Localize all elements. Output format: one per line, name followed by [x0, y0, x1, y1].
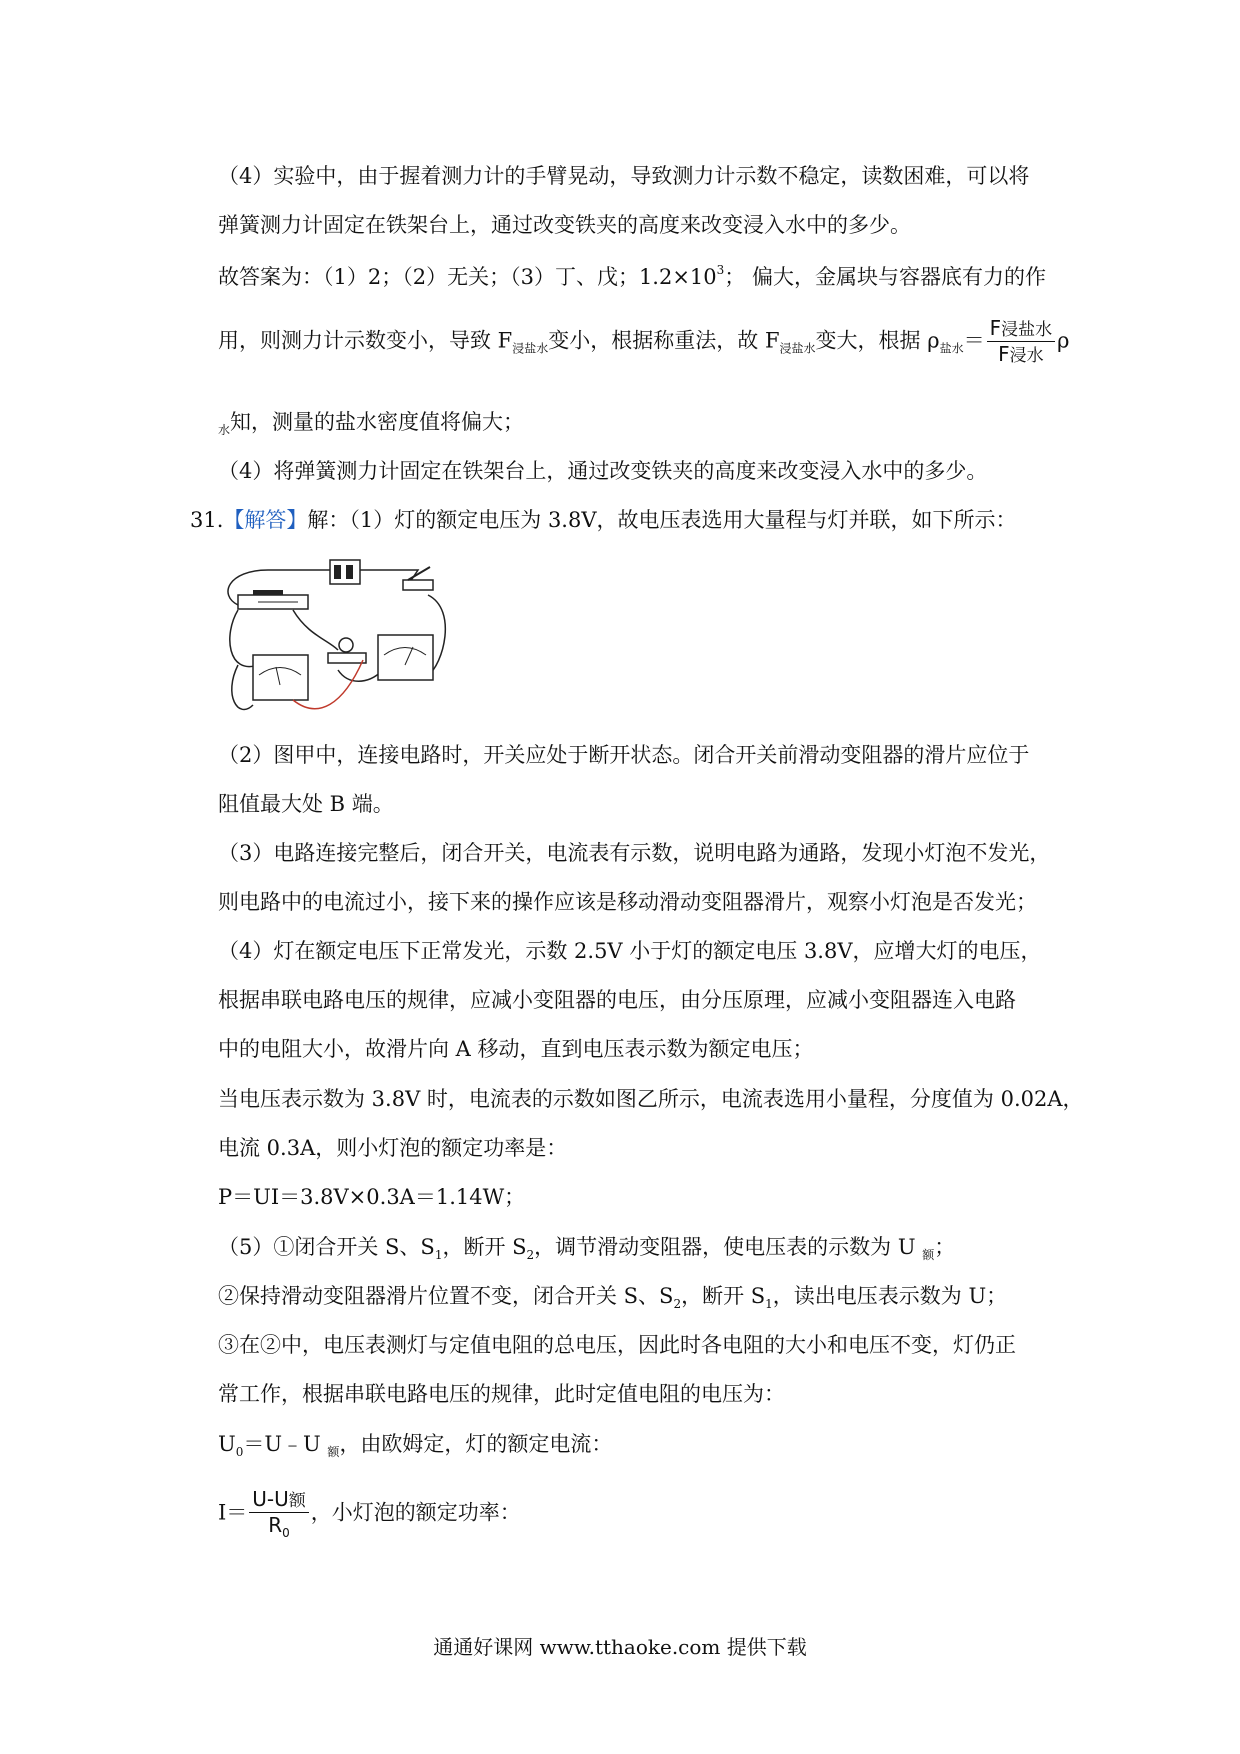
text-line-formula: [218, 316, 1069, 368]
text: ，读出电压表示数为 U；: [772, 1284, 1008, 1308]
subscript: 盐水: [939, 341, 964, 356]
answer-tag: 【解答】: [223, 508, 308, 532]
fraction-denominator: [987, 342, 1056, 367]
question-number: 31.: [190, 508, 224, 532]
text: I＝: [218, 1500, 248, 1525]
subscript: 2: [673, 1297, 682, 1311]
text-line: （3）电路连接完整后，闭合开关，电流表有示数，说明电路为通路，发现小灯泡不发光，: [218, 841, 1051, 865]
denominator-subscript: 0: [282, 1526, 290, 1541]
text: ，断开 S: [442, 1235, 527, 1259]
denominator-subscript: 浸水: [1009, 346, 1044, 367]
subscript: 0: [235, 1445, 244, 1459]
text-line: 当电压表示数为 3.8V 时，电流表的示数如图乙所示，电流表选用小量程，分度值为 0.02A，: [218, 1087, 1084, 1111]
subscript: 1: [434, 1248, 443, 1262]
text-line: [218, 1235, 955, 1262]
text-line: 根据串联电路电压的规律，应减小变阻器的电压，由分压原理，应减小变阻器连入电路: [218, 988, 1016, 1012]
text-line: 弹簧测力计固定在铁架台上，通过改变铁夹的高度来改变浸入水中的多少。: [218, 213, 911, 237]
numerator-text: U-U: [252, 1487, 289, 1511]
page-footer: 通通好课网 www.tthaoke.com 提供下载: [433, 1635, 807, 1659]
subscript: 浸盐水: [779, 341, 816, 356]
text-line: 则电路中的电流过小，接下来的操作应该是移动滑动变阻器滑片，观察小灯泡是否发光；: [218, 890, 1037, 914]
fraction-numerator: [987, 316, 1056, 342]
question-text: 解：（1）灯的额定电压为 3.8V，故电压表选用大量程与灯并联，如下所示：: [307, 508, 1017, 532]
numerator-subscript: 浸盐水: [1001, 320, 1053, 340]
numerator-subscript: 额: [288, 1491, 306, 1511]
text-line: 电流 0.3A，则小灯泡的额定功率是：: [218, 1136, 568, 1160]
subscript: 浸盐水: [512, 341, 549, 356]
subscript: 额: [922, 1248, 935, 1262]
density-fraction: [987, 316, 1056, 368]
text-line: 常工作，根据串联电路电压的规律，此时定值电阻的电压为：: [218, 1382, 785, 1406]
current-fraction: [249, 1487, 309, 1541]
text: （5）①闭合开关 S、S: [218, 1235, 435, 1259]
text-line: P＝UI＝3.8V×0.3A＝1.14W；: [218, 1185, 526, 1209]
subscript: 额: [327, 1445, 340, 1459]
formula-text: 变大，根据 ρ: [815, 328, 940, 353]
subscript: 1: [765, 1297, 773, 1311]
question-line: [190, 508, 1017, 533]
text-line: [218, 1432, 612, 1459]
text-line: （2）图甲中，连接电路时，开关应处于断开状态。闭合开关前滑动变阻器的滑片应位于: [218, 743, 1030, 767]
text-line-current-formula: [218, 1487, 521, 1541]
fraction-denominator: [249, 1513, 309, 1541]
text-line: （4）实验中，由于握着测力计的手臂晃动，导致测力计示数不稳定，读数困难，可以将: [218, 164, 1030, 188]
text: ，调节滑动变阻器，使电压表的示数为 U: [534, 1235, 923, 1259]
text-line: （4）将弹簧测力计固定在铁架台上，通过改变铁夹的高度来改变浸入水中的多少。: [218, 459, 988, 483]
exponent: 3: [716, 263, 725, 277]
text: ，由欧姆定，灯的额定电流：: [339, 1432, 613, 1456]
text-line: [218, 410, 524, 437]
text: 知，测量的盐水密度值将偏大；: [230, 410, 525, 434]
text: ，断开 S: [681, 1284, 766, 1308]
denominator-symbol: F: [998, 342, 1010, 367]
fraction-numerator: [249, 1487, 309, 1513]
text: ；: [934, 1235, 956, 1259]
answer-text-cont: ； 偏大，金属块与容器底有力的作: [724, 265, 1046, 289]
text: ，小灯泡的额定功率：: [310, 1500, 521, 1525]
text-line-answer: [218, 263, 1046, 290]
formula-text: 用，则测力计示数变小，导致 F: [218, 328, 513, 353]
circuit-diagram-image: [218, 555, 468, 725]
text: ②保持滑动变阻器滑片位置不变，闭合开关 S、S: [218, 1284, 674, 1308]
subscript: 水: [218, 423, 231, 437]
answer-text: 故答案为：（1）2；（2）无关；（3）丁、戊；1.2×10: [218, 265, 717, 289]
subscript: 2: [526, 1248, 535, 1262]
text-line: （4）灯在额定电压下正常发光，示数 2.5V 小于灯的额定电压 3.8V，应增大灯的电压，: [218, 939, 1042, 963]
text: ＝U﹣U: [243, 1432, 328, 1456]
text-line: 中的电阻大小，故滑片向 A 移动，直到电压表示数为额定电压；: [218, 1037, 814, 1061]
formula-text: 变小，根据称重法，故 F: [548, 328, 780, 353]
formula-text: ρ: [1057, 328, 1070, 353]
denominator-text: R: [268, 1513, 283, 1538]
formula-text: ＝: [963, 328, 985, 353]
text: U: [218, 1432, 236, 1456]
text-line: [218, 1284, 1007, 1311]
text-line: 阻值最大处 B 端。: [218, 792, 394, 816]
numerator-symbol: F: [989, 316, 1002, 340]
text-line: ③在②中，电压表测灯与定值电阻的总电压，因此时各电阻的大小和电压不变，灯仍正: [218, 1333, 1016, 1357]
